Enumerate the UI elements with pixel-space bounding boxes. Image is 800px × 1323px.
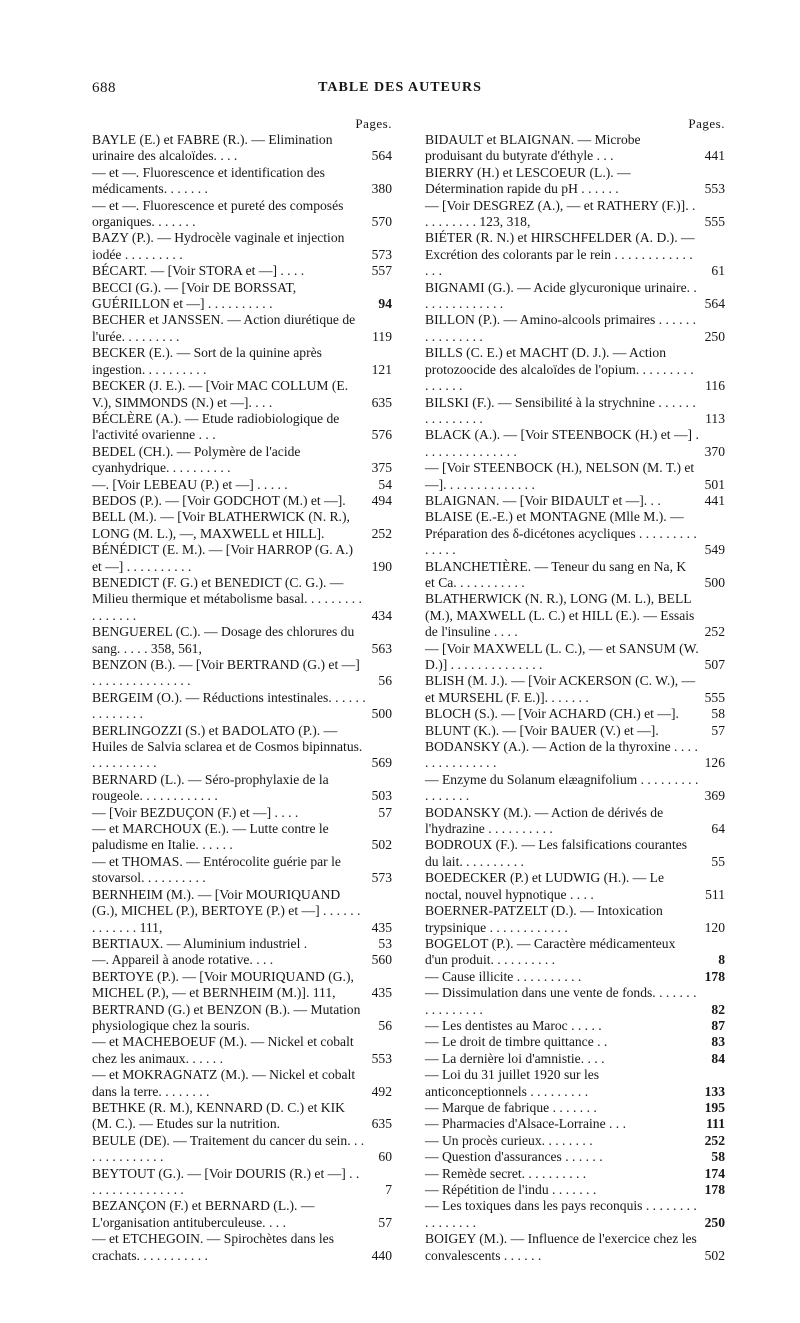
index-entry <box>425 739 725 772</box>
index-entry <box>425 395 725 428</box>
entry-page-number: 55 <box>711 853 725 869</box>
entry-text: — Marque de fabrique . . . . . . . <box>425 1099 597 1115</box>
entry-text: — Les dentistes au Maroc . . . . . <box>425 1017 602 1033</box>
index-entry <box>425 805 725 838</box>
entry-page-number: 434 <box>371 607 392 623</box>
entry-page-number: 569 <box>371 755 392 771</box>
entry-text: BOEDECKER (P.) et LUDWIG (H.). — Le noctal, nouvel hypnotique . . . . <box>425 870 664 902</box>
entry-text: BLISH (M. J.). — [Voir ACKERSON (C. W.), — et MURSEHL (F. E.)]. . . . . . . <box>425 673 696 705</box>
entry-page-number: 502 <box>704 1247 725 1263</box>
index-entry <box>425 903 725 936</box>
entry-text: — Un procès curieux. . . . . . . . <box>425 1132 593 1148</box>
index-entry <box>425 1231 725 1264</box>
index-entry <box>425 772 725 805</box>
entry-page-number: 635 <box>371 394 392 410</box>
index-entry <box>92 624 392 657</box>
entry-page-number: 560 <box>371 952 392 968</box>
entry-text: BEZANÇON (F.) et BERNARD (L.). — L'organisation antituberculeuse. . . . <box>92 1198 315 1230</box>
entry-text: — Remède secret. . . . . . . . . . <box>425 1165 587 1181</box>
entry-page-number: 435 <box>371 919 392 935</box>
entry-page-number: 119 <box>372 328 392 344</box>
entry-page-number: 635 <box>371 1116 392 1132</box>
index-entry <box>425 230 725 279</box>
entry-text: — et MOKRAGNATZ (M.). — Nickel et cobalt dans la terre. . . . . . . . <box>92 1067 356 1099</box>
entry-page-number: 57 <box>711 722 725 738</box>
index-entry <box>425 493 725 509</box>
entry-page-number: 375 <box>371 460 392 476</box>
index-entry <box>425 1149 725 1165</box>
entry-page-number: 511 <box>705 886 725 902</box>
entry-page-number: 94 <box>378 296 392 312</box>
entry-text: — et —. Fluorescence et pureté des composés organiques. . . . . . . <box>92 197 344 230</box>
index-entry <box>92 936 392 952</box>
index-entry <box>425 1116 725 1132</box>
entry-page-number: 549 <box>704 542 725 558</box>
index-entry <box>425 1182 725 1198</box>
index-entry <box>92 1166 392 1199</box>
entry-text: BILSKI (F.). — Sensibilité à la strychnine . . . . . . . . . . . . . . . <box>425 394 696 426</box>
index-entry <box>425 509 725 558</box>
entry-text: BLAIGNAN. — [Voir BIDAULT et —]. . . <box>425 492 661 508</box>
index-entry <box>92 1100 392 1133</box>
entry-text: BETHKE (R. M.), KENNARD (D. C.) et KIK (M. C.). — Etudes sur la nutrition. <box>92 1099 345 1132</box>
entry-text: BENGUEREL (C.). — Dosage des chlorures du sang. . . . . 358, 561, <box>92 624 355 656</box>
entry-text: — La dernière loi d'amnistie. . . . <box>425 1050 605 1066</box>
entry-text: BERNHEIM (M.). — [Voir MOURIQUAND (G.), MICHEL (P.), BERTOYE (P.) et —] . . . . . . . . . . . . . 111, <box>92 886 361 935</box>
index-entry <box>425 312 725 345</box>
entry-text: BIÉTER (R. N.) et HIRSCHFELDER (A. D.). — Excrétion des colorants par le rein . . . . . . . . . . . . . . . <box>425 230 695 279</box>
entry-page-number: 84 <box>711 1050 725 1066</box>
index-entry-list <box>425 132 725 1264</box>
index-entry <box>92 805 392 821</box>
entry-text: BEDOS (P.). — [Voir GODCHOT (M.) et —]. <box>92 492 346 508</box>
entry-text: — Le droit de timbre quittance . . <box>425 1034 608 1050</box>
entry-page-number: 369 <box>704 788 725 804</box>
entry-page-number: 56 <box>378 673 392 689</box>
entry-text: — Question d'assurances . . . . . . <box>425 1149 603 1165</box>
entry-text: — Pharmacies d'Alsace-Lorraine . . . <box>425 1116 626 1132</box>
entry-text: BERNARD (L.). — Séro-prophylaxie de la rougeole. . . . . . . . . . . . <box>92 771 329 804</box>
index-entry-list <box>92 132 392 1264</box>
entry-page-number: 57 <box>378 1214 392 1230</box>
entry-page-number: 573 <box>371 870 392 886</box>
entry-text: BERTRAND (G.) et BENZON (B.). — Mutation physiologique chez la souris. <box>92 1001 361 1033</box>
index-entry <box>425 132 725 165</box>
entry-page-number: 190 <box>371 558 392 574</box>
entry-text: BELL (M.). — [Voir BLATHERWICK (N. R.), LONG (M. L.), —, MAXWELL et HILL]. <box>92 509 350 541</box>
index-entry <box>92 1067 392 1100</box>
entry-text: — Les toxiques dans les pays reconquis . . . . . . . . . . . . . . . . <box>425 1198 697 1230</box>
index-entry <box>92 198 392 231</box>
entry-page-number: 116 <box>705 378 725 394</box>
entry-text: — Dissimulation dans une vente de fonds. . . . . . . . . . . . . . . . <box>425 985 697 1017</box>
index-entry <box>92 477 392 493</box>
entry-page-number: 120 <box>704 919 725 935</box>
entry-page-number: 111 <box>706 1116 725 1132</box>
index-entry <box>92 444 392 477</box>
entry-page-number: 553 <box>371 1050 392 1066</box>
entry-page-number: 252 <box>371 525 392 541</box>
entry-text: BAYLE (E.) et FABRE (R.). — Elimination urinaire des alcaloïdes. . . . <box>92 132 333 164</box>
index-entry <box>92 132 392 165</box>
entry-text: BOERNER-PATZELT (D.). — Intoxication trypsinique . . . . . . . . . . . . <box>425 903 663 935</box>
entry-page-number: 564 <box>704 296 725 312</box>
index-entry <box>425 1018 725 1034</box>
entry-page-number: 82 <box>711 1001 725 1017</box>
index-entry <box>425 837 725 870</box>
entry-page-number: 56 <box>378 1017 392 1033</box>
entry-page-number: 503 <box>371 788 392 804</box>
entry-text: BECHER et JANSSEN. — Action diurétique de l'urée. . . . . . . . . <box>92 312 356 344</box>
entry-text: — [Voir DESGREZ (A.), — et RATHERY (F.)]. . . . . . . . . . 123, 318, <box>425 197 696 230</box>
index-entry <box>425 1067 725 1100</box>
index-entry <box>92 165 392 198</box>
index-entry <box>92 312 392 345</box>
entry-page-number: 492 <box>371 1083 392 1099</box>
pages-heading: Pages. <box>688 116 725 131</box>
entry-text: BENEDICT (F. G.) et BENEDICT (C. G.). — Milieu thermique et métabolisme basal. . . . . . . . . . . . . . . . <box>92 574 362 623</box>
entry-page-number: 553 <box>704 181 725 197</box>
entry-text: BLANCHETIÈRE. — Teneur du sang en Na, K et Ca. . . . . . . . . . . <box>425 558 687 590</box>
entry-text: BODROUX (F.). — Les falsifications courantes du lait. . . . . . . . . . <box>425 837 688 869</box>
page-number: 688 <box>92 80 116 96</box>
entry-text: BIGNAMI (G.). — Acide glycuronique urinaire. . . . . . . . . . . . . . <box>425 279 697 312</box>
index-entry <box>92 1034 392 1067</box>
index-entry <box>425 673 725 706</box>
entry-text: BODANSKY (A.). — Action de la thyroxine . . . . . . . . . . . . . . . <box>425 739 698 771</box>
entry-page-number: 178 <box>704 1182 725 1197</box>
index-entry <box>92 411 392 444</box>
index-entry <box>92 657 392 690</box>
entry-page-number: 250 <box>704 328 725 344</box>
entry-page-number: 500 <box>704 574 725 590</box>
entry-text: BÉNÉDICT (E. M.). — [Voir HARROP (G. A.) et —] . . . . . . . . . . <box>92 542 354 574</box>
entry-text: BERTOYE (P.). — [Voir MOURIQUAND (G.), MICHEL (P.), — et BERNHEIM (M.)]. 111, <box>92 968 354 1001</box>
index-entry <box>92 542 392 575</box>
index-entry <box>92 1231 392 1264</box>
entry-text: BERTIAUX. — Aluminium industriel . <box>92 935 308 951</box>
index-entry <box>92 690 392 723</box>
entry-page-number: 441 <box>704 148 725 164</box>
entry-page-number: 57 <box>378 804 392 820</box>
entry-page-number: 7 <box>385 1182 392 1197</box>
entry-page-number: 60 <box>378 1149 392 1165</box>
index-entry <box>92 887 392 936</box>
entry-text: — Répétition de l'indu . . . . . . . <box>425 1182 597 1197</box>
index-entry <box>92 280 392 313</box>
entry-text: — et —. Fluorescence et identification des médicaments. . . . . . . <box>92 164 325 197</box>
entry-page-number: 87 <box>711 1017 725 1033</box>
entry-text: — [Voir MAXWELL (L. C.), — et SANSUM (W. D.)] . . . . . . . . . . . . . . <box>425 640 699 672</box>
index-entry <box>92 723 392 772</box>
entry-page-number: 121 <box>371 361 392 377</box>
entry-text: — et MACHEBOEUF (M.). — Nickel et cobalt chez les animaux. . . . . . <box>92 1034 354 1066</box>
entry-page-number: 61 <box>711 263 725 279</box>
index-entry <box>92 493 392 509</box>
entry-text: BECKER (J. E.). — [Voir MAC COLLUM (E. V.), SIMMONDS (N.) et —]. . . . <box>92 378 349 410</box>
entry-text: BILLON (P.). — Amino-alcools primaires . . . . . . . . . . . . . . . <box>425 312 697 344</box>
index-entry <box>92 575 392 624</box>
entry-page-number: 83 <box>711 1034 725 1050</box>
index-entry <box>425 460 725 493</box>
entry-page-number: 507 <box>704 657 725 672</box>
index-entry <box>425 706 725 722</box>
entry-text: — [Voir STEENBOCK (H.), NELSON (M. T.) et —]. . . . . . . . . . . . . . <box>425 460 695 492</box>
entry-text: — et ETCHEGOIN. — Spirochètes dans les crachats. . . . . . . . . . . <box>92 1231 334 1263</box>
index-entry <box>425 1100 725 1116</box>
entry-page-number: 576 <box>371 427 392 443</box>
entry-page-number: 8 <box>718 952 725 968</box>
index-entry <box>425 1034 725 1050</box>
entry-text: BEYTOUT (G.). — [Voir DOURIS (R.) et —] . . . . . . . . . . . . . . . . <box>92 1165 360 1197</box>
entry-text: BLUNT (K.). — [Voir BAUER (V.) et —]. <box>425 722 659 738</box>
entry-text: BOGELOT (P.). — Caractère médicamenteux d'un produit. . . . . . . . . . <box>425 935 676 968</box>
left-column <box>92 116 392 1264</box>
entry-page-number: 113 <box>705 410 725 426</box>
entry-text: BÉCLÈRE (A.). — Etude radiobiologique de l'activité ovarienne . . . <box>92 410 340 443</box>
index-entry <box>425 1166 725 1182</box>
index-entry <box>425 723 725 739</box>
index-entry <box>425 1051 725 1067</box>
index-entry <box>92 969 392 1002</box>
entry-page-number: 252 <box>704 624 725 640</box>
index-entry <box>92 952 392 968</box>
entry-page-number: 380 <box>371 181 392 197</box>
entry-page-number: 178 <box>704 968 725 984</box>
entry-page-number: 570 <box>371 214 392 230</box>
entry-page-number: 435 <box>371 985 392 1001</box>
entry-page-number: 555 <box>704 689 725 705</box>
entry-text: BERLINGOZZI (S.) et BADOLATO (P.). — Huiles de Salvia sclarea et de Cosmos bipinnatus. . . . . . . . . . . <box>92 722 363 771</box>
entry-page-number: 555 <box>704 214 725 230</box>
index-entry <box>425 280 725 313</box>
entry-text: BAZY (P.). — Hydrocèle vaginale et injection iodée . . . . . . . . . <box>92 230 345 262</box>
entry-page-number: 252 <box>704 1132 725 1148</box>
index-entry <box>425 345 725 394</box>
entry-text: — [Voir BEZDUÇON (F.) et —] . . . . <box>92 804 299 820</box>
entry-page-number: 126 <box>704 755 725 771</box>
index-entry <box>92 263 392 279</box>
entry-text: BEDEL (CH.). — Polymère de l'acide cyanhydrique. . . . . . . . . . <box>92 443 301 476</box>
index-entry <box>425 1133 725 1149</box>
entry-text: BENZON (B.). — [Voir BERTRAND (G.) et —] . . . . . . . . . . . . . . . <box>92 657 360 689</box>
index-entry <box>425 559 725 592</box>
entry-text: — Cause illicite . . . . . . . . . . <box>425 968 582 984</box>
entry-text: —. Appareil à anode rotative. . . . <box>92 952 274 968</box>
page-header <box>0 80 800 100</box>
entry-text: —. [Voir LEBEAU (P.) et —] . . . . . <box>92 476 288 492</box>
entry-page-number: 557 <box>371 263 392 279</box>
index-entry <box>92 1002 392 1035</box>
entry-text: BECCI (G.). — [Voir DE BORSSAT, GUÉRILLON et —] . . . . . . . . . . <box>92 279 297 312</box>
entry-page-number: 563 <box>371 640 392 656</box>
entry-text: BOIGEY (M.). — Influence de l'exercice chez les convalescents . . . . . . <box>425 1231 697 1263</box>
entry-page-number: 53 <box>378 935 392 951</box>
entry-text: BEULE (DE). — Traitement du cancer du sein. . . . . . . . . . . . . . <box>92 1132 365 1165</box>
index-entry <box>425 427 725 460</box>
entry-text: BIERRY (H.) et LESCOEUR (L.). — Détermination rapide du pH . . . . . . <box>425 164 631 197</box>
index-entry <box>92 1133 392 1166</box>
index-entry <box>425 936 725 969</box>
index-entry <box>92 509 392 542</box>
entry-page-number: 502 <box>371 837 392 853</box>
entry-page-number: 494 <box>371 492 392 508</box>
entry-page-number: 195 <box>704 1099 725 1115</box>
entry-page-number: 441 <box>704 492 725 508</box>
index-entry <box>425 985 725 1018</box>
entry-text: BLACK (A.). — [Voir STEENBOCK (H.) et —] . . . . . . . . . . . . . . . <box>425 427 699 459</box>
index-entry <box>425 870 725 903</box>
entry-text: BIDAULT et BLAIGNAN. — Microbe produisant du butyrate d'éthyle . . . <box>425 132 641 164</box>
running-title: TABLE DES AUTEURS <box>318 80 482 95</box>
entry-text: BECKER (E.). — Sort de la quinine après ingestion. . . . . . . . . . <box>92 345 322 377</box>
entry-page-number: 370 <box>704 443 725 459</box>
entry-text: BLAISE (E.-E.) et MONTAGNE (Mlle M.). — Préparation des δ-dicétones acycliques . . . . . . . . . . . . . . <box>425 509 697 558</box>
index-entry <box>425 641 725 674</box>
entry-text: BLATHERWICK (N. R.), LONG (M. L.), BELL (M.), MAXWELL (L. C.) et HILL (E.). — Essais de l'insuline . . . . <box>425 591 695 640</box>
entry-text: BERGEIM (O.). — Réductions intestinales. . . . . . . . . . . . . . <box>92 689 366 722</box>
index-entry <box>425 165 725 198</box>
index-entry <box>92 1198 392 1231</box>
entry-page-number: 250 <box>704 1214 725 1230</box>
index-entry <box>92 230 392 263</box>
index-entry <box>92 854 392 887</box>
index-entry <box>425 591 725 640</box>
entry-text: BODANSKY (M.). — Action de dérivés de l'hydrazine . . . . . . . . . . <box>425 804 664 837</box>
entry-page-number: 58 <box>711 706 725 722</box>
index-entry <box>92 345 392 378</box>
entry-text: — et MARCHOUX (E.). — Lutte contre le paludisme en Italie. . . . . . <box>92 821 329 853</box>
index-entry <box>92 378 392 411</box>
entry-page-number: 564 <box>371 148 392 164</box>
index-entry <box>92 772 392 805</box>
entry-page-number: 573 <box>371 246 392 262</box>
right-column <box>425 116 725 1264</box>
entry-page-number: 500 <box>371 706 392 722</box>
entry-page-number: 174 <box>704 1165 725 1181</box>
entry-page-number: 133 <box>704 1083 725 1099</box>
entry-text: BLOCH (S.). — [Voir ACHARD (CH.) et —]. <box>425 706 679 722</box>
index-entry <box>92 821 392 854</box>
entry-page-number: 64 <box>711 821 725 837</box>
entry-page-number: 58 <box>711 1149 725 1165</box>
entry-text: — Loi du 31 juillet 1920 sur les anticonceptionnels . . . . . . . . . <box>425 1067 600 1099</box>
entry-text: — et THOMAS. — Entérocolite guérie par le stovarsol. . . . . . . . . . <box>92 853 341 886</box>
entry-text: — Enzyme du Solanum elæagnifolium . . . . . . . . . . . . . . . . <box>425 771 699 804</box>
entry-text: BÉCART. — [Voir STORA et —] . . . . <box>92 263 305 279</box>
pages-heading: Pages. <box>355 116 392 131</box>
entry-page-number: 501 <box>704 476 725 492</box>
index-entry <box>425 1198 725 1231</box>
entry-page-number: 54 <box>378 476 392 492</box>
entry-page-number: 440 <box>371 1247 392 1263</box>
index-entry <box>425 198 725 231</box>
entry-text: BILLS (C. E.) et MACHT (D. J.). — Action protozoocide des alcaloïdes de l'opium. . . . . . . . . . . . . . . <box>425 345 694 394</box>
index-entry <box>425 969 725 985</box>
